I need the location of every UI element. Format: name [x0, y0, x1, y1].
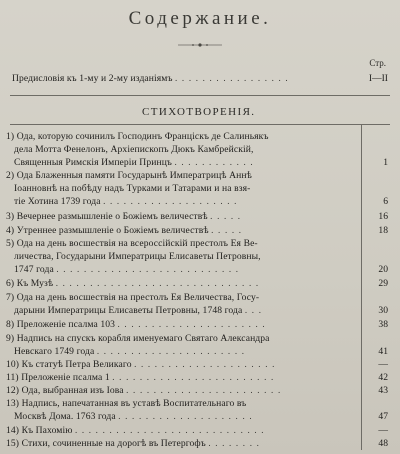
- toc-entry-7-line-2: дарыни Императрицы Елисаветы Петровны, 1748 года . . .: [14, 305, 263, 316]
- toc-entry-9-line-2: Невскаго 1749 года . . . . . . . . . . . . . . . . . . . . . .: [14, 346, 246, 357]
- ornament-divider: [178, 40, 222, 50]
- preface-page: I—II: [368, 73, 388, 84]
- toc-entry-1-line-3: Священныя Римскія Имперіи Принцъ . . . . . . . . . . . .: [14, 157, 254, 168]
- toc-entry-8-line-1: 8) Преложеніе псалма 103 . . . . . . . . . . . . . . . . . . . . . .: [6, 319, 266, 330]
- toc-entry-4-line-1: 4) Утреннее размышленіе о Божіемъ величествѣ . . . . .: [6, 225, 243, 236]
- toc-entry-12-line-1: 12) Ода, выбранная изъ Іова . . . . . . . . . . . . . . . . . . . . . . .: [6, 385, 282, 396]
- toc-entry-5-line-1: 5) Ода на день восшествія на всероссійскій престолъ Ея Ве-: [6, 238, 258, 249]
- preface-title: Предисловія къ 1-му и 2-му изданіямъ . . . . . . . . . . . . . . . . .: [12, 73, 289, 84]
- toc-entry-14-line-1: 14) Къ Пахомію . . . . . . . . . . . . . . . . . . . . . . . . . . . .: [6, 425, 265, 436]
- toc-entry-13-page: 47: [378, 411, 388, 422]
- toc-entry-7-line-1: 7) Ода на день восшествія на престолъ Ея Величества, Госу-: [6, 292, 260, 303]
- toc-entry-5-line-3: 1747 года . . . . . . . . . . . . . . . . . . . . . . . . . . .: [14, 264, 240, 275]
- toc-entry-6-line-1: 6) Къ Музѣ . . . . . . . . . . . . . . . . . . . . . . . . . . . . . .: [6, 278, 260, 289]
- section-title: СТИХОТВОРЕНІЯ.: [142, 106, 256, 118]
- toc-entry-5-line-2: личества, Государыни Императрицы Елисаветы Петровны,: [14, 251, 261, 262]
- page-title: Содержание.: [128, 8, 272, 29]
- toc-entry-8-page: 38: [378, 319, 388, 330]
- toc-entry-7-page: 30: [378, 305, 388, 316]
- toc-entry-13-line-1: 13) Надпись, напечатанная въ уставѣ Воспитательнаго въ: [6, 398, 247, 409]
- toc-entry-6-page: 29: [378, 278, 388, 289]
- toc-entry-1-line-2: дела Мотта Фенелонъ, Архіепископъ Дюкъ Камбрейскій,: [14, 144, 254, 155]
- toc-entry-15-page: 48: [378, 438, 388, 449]
- toc-entry-9-line-1: 9) Надпись на спускъ корабля именуемаго Святаго Александра: [6, 333, 270, 344]
- toc-entry-14-page: —: [378, 425, 388, 436]
- page-column-header: Стр.: [369, 58, 386, 68]
- toc-entry-10-page: —: [378, 359, 388, 370]
- page-column-divider: [361, 124, 362, 450]
- toc-entry-1-page: 1: [383, 157, 388, 168]
- section-rule-bottom: [10, 124, 390, 125]
- toc-entry-5-page: 20: [378, 264, 388, 275]
- toc-entry-9-page: 41: [378, 346, 388, 357]
- toc-entry-11-page: 42: [378, 372, 388, 383]
- toc-entry-12-page: 43: [378, 385, 388, 396]
- toc-entry-2-line-1: 2) Ода Блаженныя памяти Государынѣ Императрицѣ Аннѣ: [6, 170, 252, 181]
- toc-entry-3-line-1: 3) Вечернее размышленіе о Божіемъ величествѣ . . . . .: [6, 211, 242, 222]
- toc-entry-2-line-2: Іоанновнѣ на побѣду надъ Турками и Татарами и на взя-: [14, 183, 251, 194]
- toc-entry-1-line-1: 1) Ода, которую сочинилъ Господинъ Франціскъ де Салиньякъ: [6, 131, 269, 142]
- toc-entry-3-page: 16: [378, 211, 388, 222]
- toc-entry-11-line-1: 11) Преложеніе псалма 1 . . . . . . . . . . . . . . . . . . . . . . . .: [6, 372, 275, 383]
- toc-entry-4-page: 18: [378, 225, 388, 236]
- toc-entry-13-line-2: Москвѣ Дома. 1763 года . . . . . . . . . . . . . . . . . . . .: [14, 411, 253, 422]
- toc-entry-10-line-1: 10) Къ статуѣ Петра Великаго . . . . . . . . . . . . . . . . . . . . .: [6, 359, 276, 370]
- toc-entry-2-page: 6: [383, 196, 388, 207]
- section-rule-top: [10, 95, 390, 96]
- toc-entry-2-line-3: тіе Хотина 1739 года . . . . . . . . . . . . . . . . . . . .: [14, 196, 238, 207]
- toc-entry-15-line-1: 15) Стихи, сочиненные на дорогѣ въ Петергофъ . . . . . . . .: [6, 438, 261, 449]
